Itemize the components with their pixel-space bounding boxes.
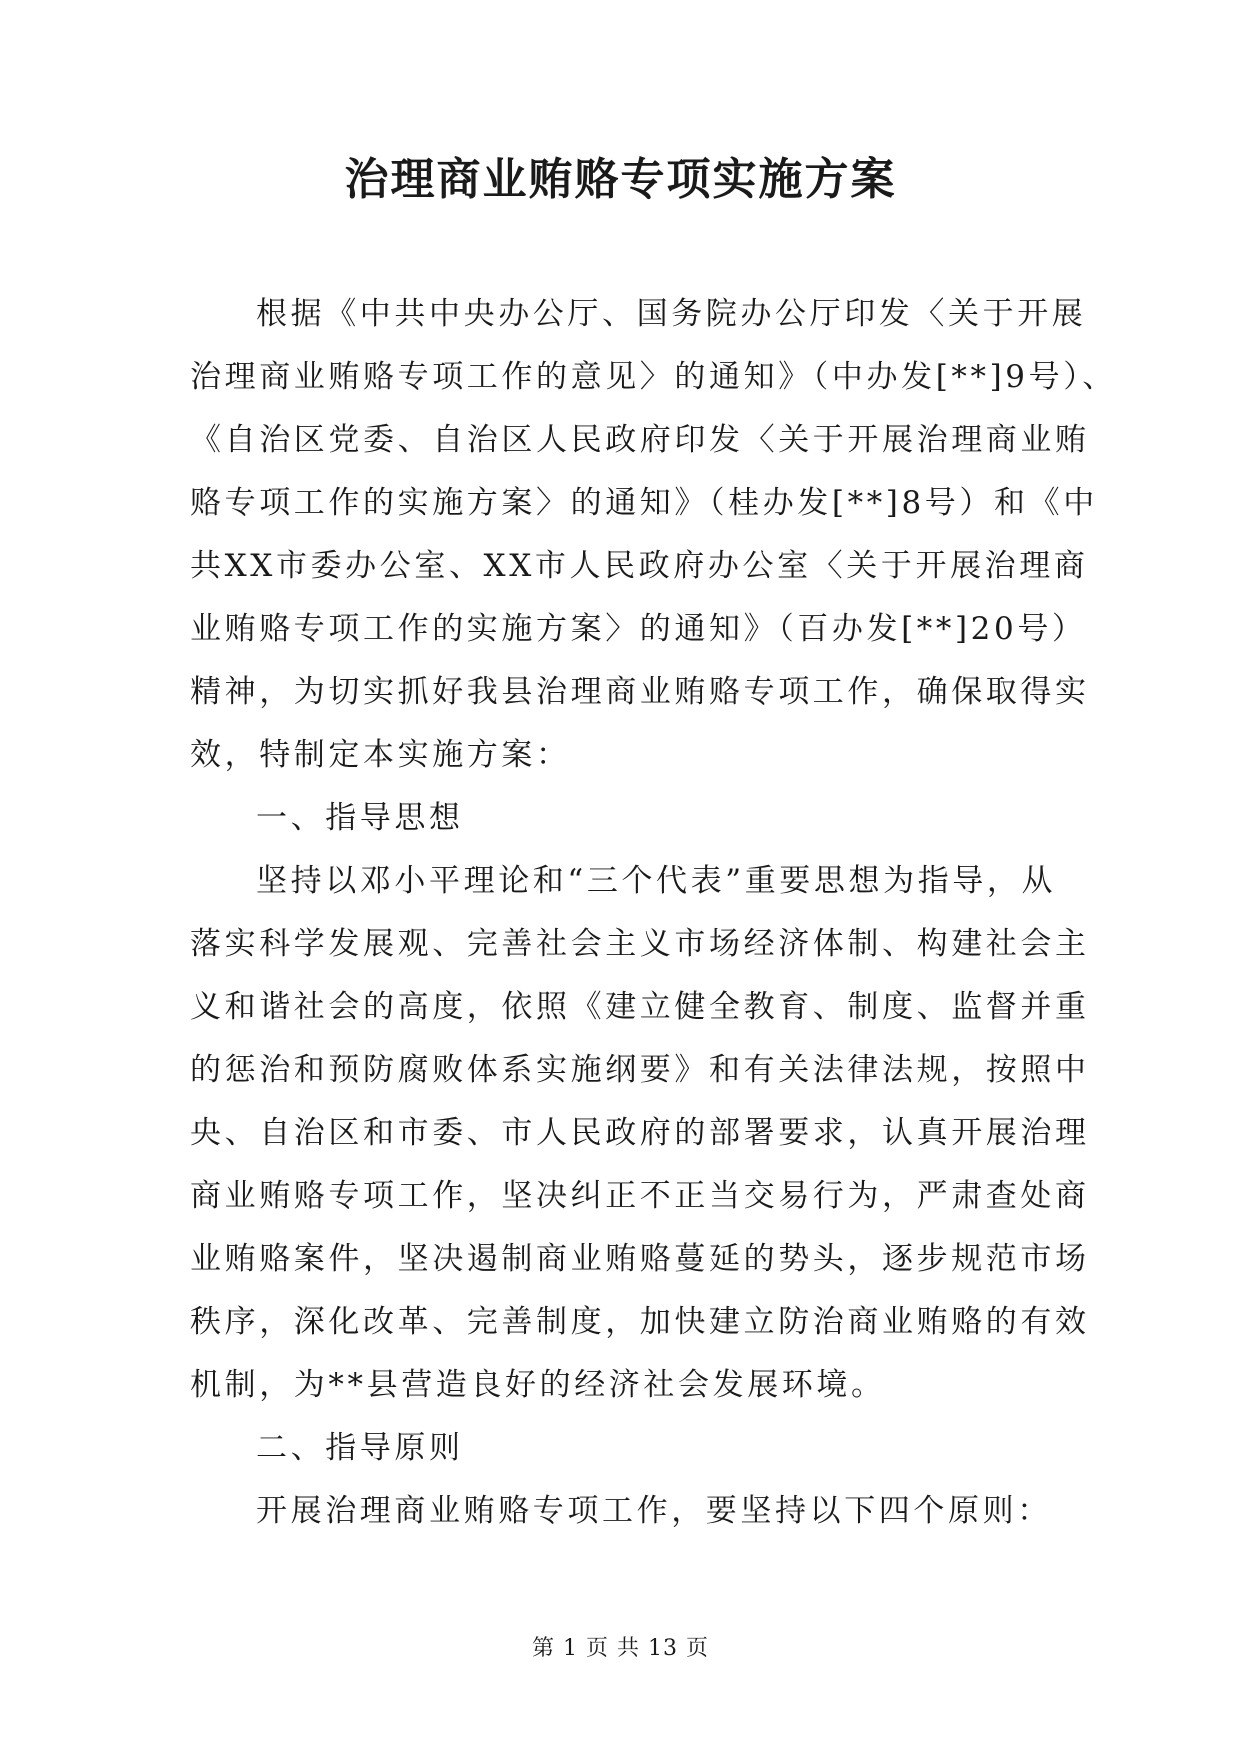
paragraph-line: 机制，为**县营造良好的经济社会发展环境。: [190, 1367, 886, 1403]
paragraph-line: 效，特制定本实施方案：: [190, 737, 571, 773]
paragraph-line: 共XX市委办公室、XX市人民政府办公室〈关于开展治理商: [190, 548, 1089, 584]
paragraph-line: 《自治区党委、自治区人民政府印发〈关于开展治理商业贿: [190, 422, 1090, 458]
paragraph-line: 治理商业贿赂专项工作的意见〉的通知》（中办发[**]9号）、: [190, 359, 1117, 395]
paragraph-line: 央、自治区和市委、市人民政府的部署要求，认真开展治理: [190, 1115, 1090, 1151]
paragraph-line: 义和谐社会的高度，依照《建立健全教育、制度、监督并重: [190, 989, 1090, 1025]
paragraph-line: 业贿赂专项工作的实施方案〉的通知》（百办发[**]20号）: [190, 611, 1087, 647]
paragraph-line: 根据《中共中央办公厅、国务院办公厅印发〈关于开展: [256, 296, 1087, 332]
document-body: [190, 283, 1117, 1543]
section-heading: 二、指导原则: [256, 1430, 464, 1466]
paragraph-line: 精神，为切实抓好我县治理商业贿赂专项工作，确保取得实: [190, 674, 1090, 710]
paragraph-line: 商业贿赂专项工作，坚决纠正不正当交易行为，严肃查处商: [190, 1178, 1090, 1214]
paragraph-line: 业贿赂案件，坚决遏制商业贿赂蔓延的势头，逐步规范市场: [190, 1241, 1090, 1277]
paragraph-line: 赂专项工作的实施方案〉的通知》（桂办发[**]8号）和《中: [190, 485, 1098, 521]
paragraph-line: 的惩治和预防腐败体系实施纲要》和有关法律法规，按照中: [190, 1052, 1090, 1088]
paragraph-line: 开展治理商业贿赂专项工作，要坚持以下四个原则：: [256, 1493, 1052, 1529]
section-heading: 一、指导思想: [256, 800, 464, 836]
paragraph-line: 秩序，深化改革、完善制度，加快建立防治商业贿赂的有效: [190, 1304, 1090, 1340]
paragraph-line: 坚持以邓小平理论和“三个代表”重要思想为指导，从: [256, 863, 1057, 899]
page-number-footer: 第 1 页 共 13 页: [532, 1636, 709, 1661]
paragraph-line: 落实科学发展观、完善社会主义市场经济体制、构建社会主: [190, 926, 1090, 962]
document-title: 治理商业贿赂专项实施方案: [344, 154, 897, 205]
